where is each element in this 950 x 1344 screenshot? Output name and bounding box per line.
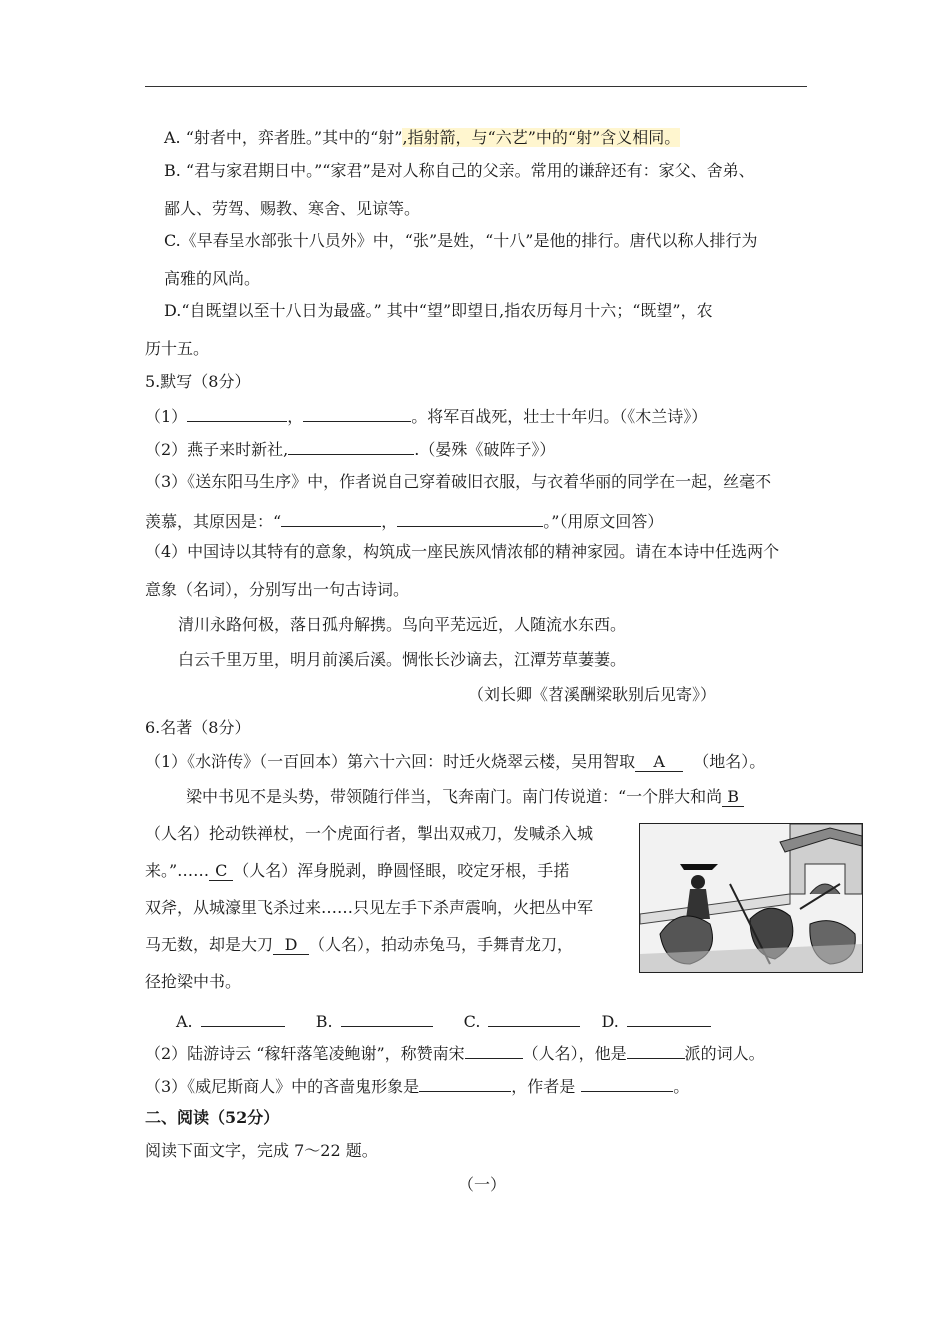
option-b-label: B. <box>315 1012 333 1031</box>
q6-passage-line-2: （人名）抡动铁禅杖，一个虎面行者，掣出双戒刀，发喊杀入城 <box>145 824 594 843</box>
q5-blank-3b[interactable] <box>397 510 543 527</box>
poem-source: （刘长卿《苕溪酬梁耿别后见寄》） <box>468 685 717 704</box>
q6-blank-3a[interactable] <box>419 1075 511 1092</box>
q6-passage-line-3: 来。”…… C （人名）浑身脱剥，睁圆怪眼，咬定牙根，手掿 <box>145 861 570 880</box>
q5-item-3: （3）《送东阳马生序》中，作者说自己穿着破旧衣服，与衣着华丽的同学在一起，丝毫不 <box>145 472 772 491</box>
q5-title: 5.默写（8分） <box>145 372 251 391</box>
q6-answer-c[interactable]: C <box>209 862 233 881</box>
q4-option-c: C.《早春呈水部张十八员外》中，“张”是姓，“十八”是他的排行。唐代以称人排行为 <box>164 231 758 250</box>
poem-line-1: 清川永路何极，落日孤舟解携。鸟向平芜远近，人随流水东西。 <box>178 615 627 634</box>
q6-blank-3b[interactable] <box>581 1075 673 1092</box>
section-2-intro: 阅读下面文字，完成 7～22 题。 <box>145 1141 378 1160</box>
q6-answer-a[interactable]: A <box>635 753 683 772</box>
q5-blank-1a[interactable] <box>187 405 287 422</box>
q5-item-1: （1） ， 。将军百战死，壮士十年归。（《木兰诗》） <box>145 407 708 426</box>
option-c-label: C. <box>463 1012 481 1031</box>
q6-item-3: （3）《威尼斯商人》中的吝啬鬼形象是 ，作者是 。 <box>145 1077 690 1096</box>
q4-option-a-text: A. “射者中，弈者胜。”其中的“射” <box>164 128 403 147</box>
q6-answer-d[interactable]: D <box>273 936 309 955</box>
option-a-blank[interactable] <box>201 1010 285 1027</box>
q6-blank-2b[interactable] <box>627 1042 685 1059</box>
section-2-title: 二、阅读（52分） <box>145 1108 280 1127</box>
q6-title: 6.名著（8分） <box>145 718 251 737</box>
q6-item-2: （2）陆游诗云 “稼轩落笔凌鲍谢”，称赞南宋 （人名），他是 派的词人。 <box>145 1044 765 1063</box>
q4-option-c-cont: 高雅的风尚。 <box>164 269 261 288</box>
q6-answer-b[interactable]: B <box>722 788 744 807</box>
water-margin-illustration <box>639 823 863 973</box>
option-a-label: A. <box>176 1012 193 1031</box>
q6-passage-line-5: 马无数，却是大刀 D （人名），拍动赤兔马，手舞青龙刀， <box>145 935 574 954</box>
option-d-blank[interactable] <box>627 1010 711 1027</box>
option-d-label: D. <box>601 1012 619 1031</box>
q6-options <box>176 1010 711 1032</box>
q6-passage-line-4: 双斧，从城濠里飞杀过来……只见左手下杀声震响，火把丛中军 <box>145 898 594 917</box>
q4-option-b: B. “君与家君期日中。”“家君”是对人称自己的父亲。常用的谦辞还有：家父、舍弟、 <box>164 161 755 180</box>
q5-item-3-cont: 羡慕，其原因是：“ ， 。”（用原文回答） <box>145 512 664 531</box>
q5-blank-3a[interactable] <box>281 510 381 527</box>
q6-item-1: （1）《水浒传》（一百回本）第六十六回：时迁火烧翠云楼，吴用智取 A （地名）。 <box>145 752 766 771</box>
q4-option-a-highlight: ,指射箭，与“六艺”中的“射”含义相同。 <box>402 128 681 147</box>
q5-blank-1b[interactable] <box>303 405 411 422</box>
q4-option-d: D.“自既望以至十八日为最盛。” 其中“望”即望日,指农历每月十六；“既望”，农 <box>164 301 713 320</box>
q5-blank-2[interactable] <box>288 438 414 455</box>
option-c-blank[interactable] <box>488 1010 580 1027</box>
q4-option-d-cont: 历十五。 <box>145 339 210 358</box>
q4-option-a <box>164 128 680 148</box>
option-b-blank[interactable] <box>341 1010 433 1027</box>
q5-item-2: （2）燕子来时新社, .（晏殊《破阵子》） <box>145 440 556 459</box>
q6-passage-line-6: 径抢梁中书。 <box>145 972 242 991</box>
header-rule <box>145 86 807 87</box>
q6-blank-2a[interactable] <box>465 1042 523 1059</box>
q5-item-4-cont: 意象（名词），分别写出一句古诗词。 <box>145 580 410 599</box>
part-one-heading: （一） <box>458 1175 507 1194</box>
poem-line-2: 白云千里万里，明月前溪后溪。惆怅长沙谪去，江潭芳草萋萋。 <box>178 650 627 669</box>
battle-scene-image <box>640 824 862 972</box>
q5-item-4: （4）中国诗以其特有的意象，构筑成一座民族风情浓郁的精神家园。请在本诗中任选两个 <box>145 542 780 561</box>
q4-option-b-cont: 鄙人、劳驾、赐教、寒舍、见谅等。 <box>164 199 421 218</box>
q6-passage-line-1: 梁中书见不是头势，带领随行伴当，飞奔南门。南门传说道：“一个胖大和尚 B <box>186 787 744 807</box>
